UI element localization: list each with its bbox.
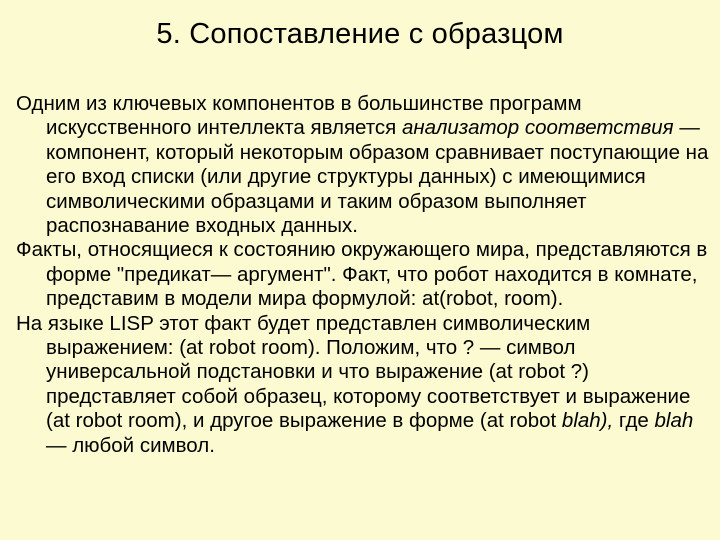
paragraph-lisp (16, 312, 718, 458)
paragraph-pattern-matcher (16, 92, 718, 238)
text-run: — компонент, который некоторым образом сравнивает поступающие на его вход списки (или другие структуры данных) с имеющимися символическими образцами и таким образом выполняет распознавание входных данных. (46, 116, 709, 238)
text-run: Факты, относящиеся к состоянию окружающего мира, представляются в форме "предикат— аргумент". Факт, что робот находится в комнате, представим в модели мира формулой: at(robot, room). (16, 238, 708, 311)
italic-term-analyzer: анализатор соответствия (401, 116, 674, 140)
paragraph-facts (16, 238, 718, 311)
text-run: Одним из ключевых компонентов в большинстве программ искусственного интеллекта является (16, 92, 582, 140)
text-run: На языке LISP этот факт будет представлен символическим выражением: (at robot room). Положим, что ? — символ универсальной подстановки и что выражение (at robot ?) представляет собой образец, которому соответствует и выражение (at robot room), и другое выражение в форме (at robot (16, 311, 691, 433)
italic-term-blah: blah (654, 409, 694, 433)
slide-title: 5. Сопоставление с образцом (156, 18, 564, 50)
text-run: — любой символ. (46, 433, 215, 457)
text-run: где (613, 409, 655, 433)
slide-body (16, 92, 718, 458)
italic-term-blah: blah), (561, 409, 614, 433)
